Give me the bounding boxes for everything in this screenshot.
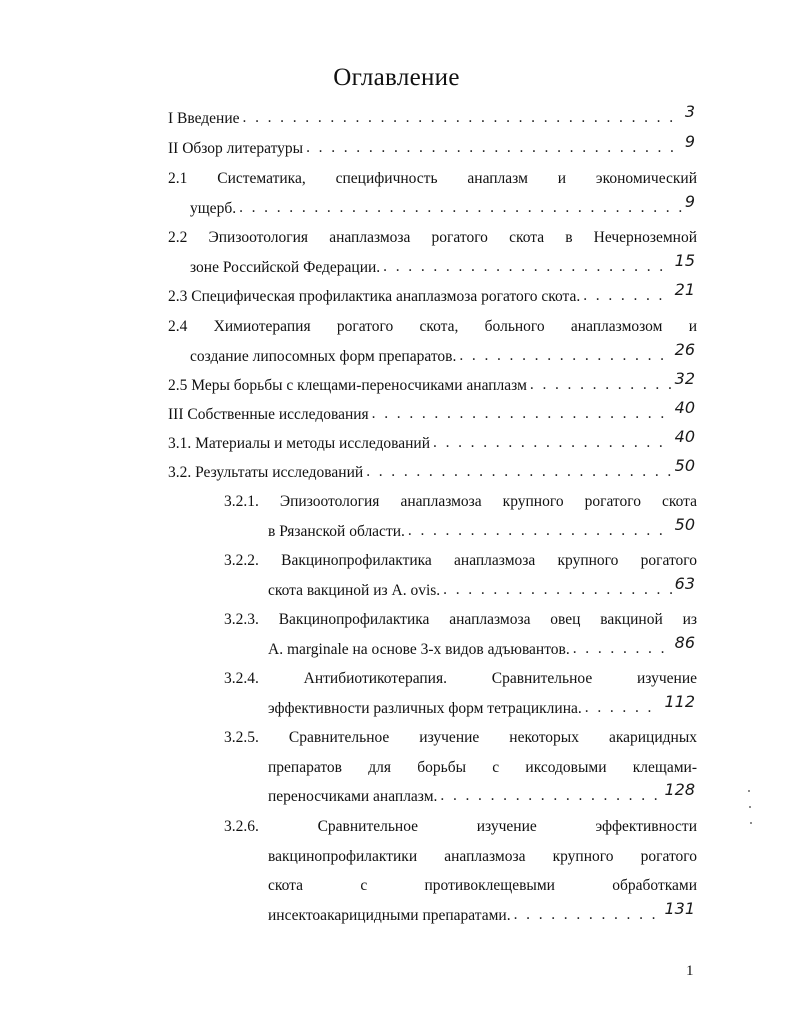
toc-entry-line [268,842,697,871]
toc-entry-line [168,282,697,311]
dot-leader [459,341,671,370]
toc-line [268,753,697,782]
toc-entry-line [268,632,697,664]
toc-entry-text: 2.2 Эпизоотология анаплазмоза рогатого скота в Нечерноземной [168,229,697,246]
toc-line [168,371,697,400]
page-title: Оглавление [333,64,460,91]
toc-entry-text: 2.4 Химиотерапия рогатого скота, больного анаплазмозом и [168,318,697,335]
toc-entry-line [224,605,697,634]
toc-page-number: 128 [664,780,695,799]
toc-line [190,191,697,223]
toc-line [168,458,697,487]
toc-line [268,871,697,900]
page-number: 1 [686,963,694,979]
toc-line [168,164,697,193]
dot-leader [372,399,672,428]
scan-speck [749,806,751,808]
dot-leader [573,634,672,663]
toc-entry-line [224,487,697,516]
toc-page-number: 9 [684,191,695,211]
toc-entry-line [268,573,697,605]
scan-speck [750,822,752,824]
toc-entry-line [190,339,697,371]
toc-page-number: 131 [664,898,695,918]
toc-page-number: 40 [674,398,695,417]
toc-entry-text: 3.2.4. Антибиотикотерапия. Сравнительное изучение [224,670,697,687]
dot-leader [514,900,662,929]
toc-entry-line [168,400,697,429]
toc-entry-text: скота с противоклещевыми обработками [268,877,697,894]
toc-line [168,223,697,252]
toc-entry-text: 2.5 Меры борьбы с клещами-переносчиками анаплазм [168,377,527,394]
toc-entry-text: 3.2.3. Вакцинопрофилактика анаплазмоза овец вакциной из [224,611,697,628]
toc-entry-line [190,250,697,282]
toc-line [224,664,697,693]
dot-leader [239,193,682,222]
toc-entry-text: в Рязанской области. [268,522,405,540]
dot-leader [243,103,682,132]
toc-entry-line [168,458,697,487]
scan-speck [748,790,750,792]
toc-page-number: 50 [674,456,695,475]
toc-line [224,487,697,516]
toc-line [268,842,697,871]
toc-entry-line [168,223,697,252]
toc-page-number: 50 [674,514,695,534]
toc-entry-text: 3.2.1. Эпизоотология анаплазмоза крупного рогатого скота [224,493,697,510]
toc-line [268,898,697,930]
toc-entry-text: препаратов для борьбы с иксодовыми клещами- [268,758,697,776]
toc-entry-line [168,312,697,341]
toc-entry-text: II Обзор литературы [168,140,304,157]
toc-page-number: 26 [674,339,695,359]
toc-entry-line [268,514,697,546]
toc-entry-text: скота вакциной из A. ovis. [268,581,441,599]
toc-entry-text: A. marginale на основе 3-х видов адъювантов. [268,640,570,658]
toc-page-number: 112 [664,691,695,711]
toc-entry-line [168,371,697,400]
toc-entry-line [168,429,697,458]
toc-page-number: 21 [674,280,695,299]
toc-entry-line [224,664,697,693]
toc-entry-line [224,723,697,752]
toc-page-number: 32 [674,369,695,388]
toc-entry-line [224,812,697,841]
toc-line [190,339,697,371]
toc-entry-text: 3.2.2. Вакцинопрофилактика анаплазмоза крупного рогатого [224,552,697,569]
toc-line [268,514,697,546]
toc-entry-line [268,898,697,930]
toc-line [168,312,697,341]
toc-line [168,429,697,458]
toc-entry-line [268,782,697,811]
dot-leader [366,457,671,486]
toc-entry-text: 2.1 Систематика, специфичность анаплазм и экономический [168,170,697,187]
toc-line [190,250,697,282]
toc-entry-text: 2.3 Специфическая профилактика анаплазмоза рогатого скота. [168,288,581,305]
toc-line [224,605,697,634]
dot-leader [383,252,671,281]
toc-entry-line [168,164,697,193]
toc-entry-text: эффективности различных форм тетрациклина. [268,699,582,717]
dot-leader [408,516,672,545]
toc-entry-line [168,134,697,163]
toc-line [224,546,697,575]
toc-entry-text: ущерб. [190,199,237,217]
toc-entry-text: зоне Российской Федерации. [190,258,381,276]
toc-page-number: 3 [684,102,695,121]
toc-entry-text: инсектоакарицидными препаратами. [268,906,511,924]
toc-line [268,782,697,811]
toc-entry-text: переносчиками анаплазм. [268,788,438,805]
toc-page-number: 86 [674,632,695,652]
toc-entry-line [268,753,697,782]
toc-entry-line [268,871,697,900]
dot-leader [530,370,672,399]
toc-line [168,104,697,133]
toc-entry-text: 3.1. Материалы и методы исследований [168,435,431,452]
toc-line [268,573,697,605]
toc-line [268,691,697,723]
toc-entry-text: 3.2.5. Сравнительное изучение некоторых акарицидных [224,729,697,746]
toc-entry-line [190,191,697,223]
dot-leader [443,575,671,604]
toc-page-number: 63 [674,573,695,593]
toc-entry-text: 3.2. Результаты исследований [168,464,364,481]
dot-leader [440,781,661,810]
toc-page-number: 9 [684,132,695,151]
dot-leader [583,281,671,310]
dot-leader [306,133,682,162]
toc-page-number: 15 [674,250,695,270]
toc-entry-line [224,546,697,575]
toc-entry-text: I Введение [168,110,240,127]
toc-line [224,723,697,752]
toc-entry-text: 3.2.6. Сравнительное изучение эффективности [224,818,697,835]
dot-leader [433,428,672,457]
toc-page-number: 40 [674,427,695,446]
toc-line [268,632,697,664]
toc-line [224,812,697,841]
toc-line [168,282,697,311]
toc-entry-text: вакцинопрофилактики анаплазмоза крупного рогатого [268,847,697,865]
toc-entry-text: создание липосомных форм препаратов. [190,347,457,365]
toc-entry-line [168,104,697,133]
toc-entry-line [268,691,697,723]
toc-line [168,400,697,429]
toc-line [168,134,697,163]
toc-entry-text: III Собственные исследования [168,406,369,423]
dot-leader [585,693,662,722]
